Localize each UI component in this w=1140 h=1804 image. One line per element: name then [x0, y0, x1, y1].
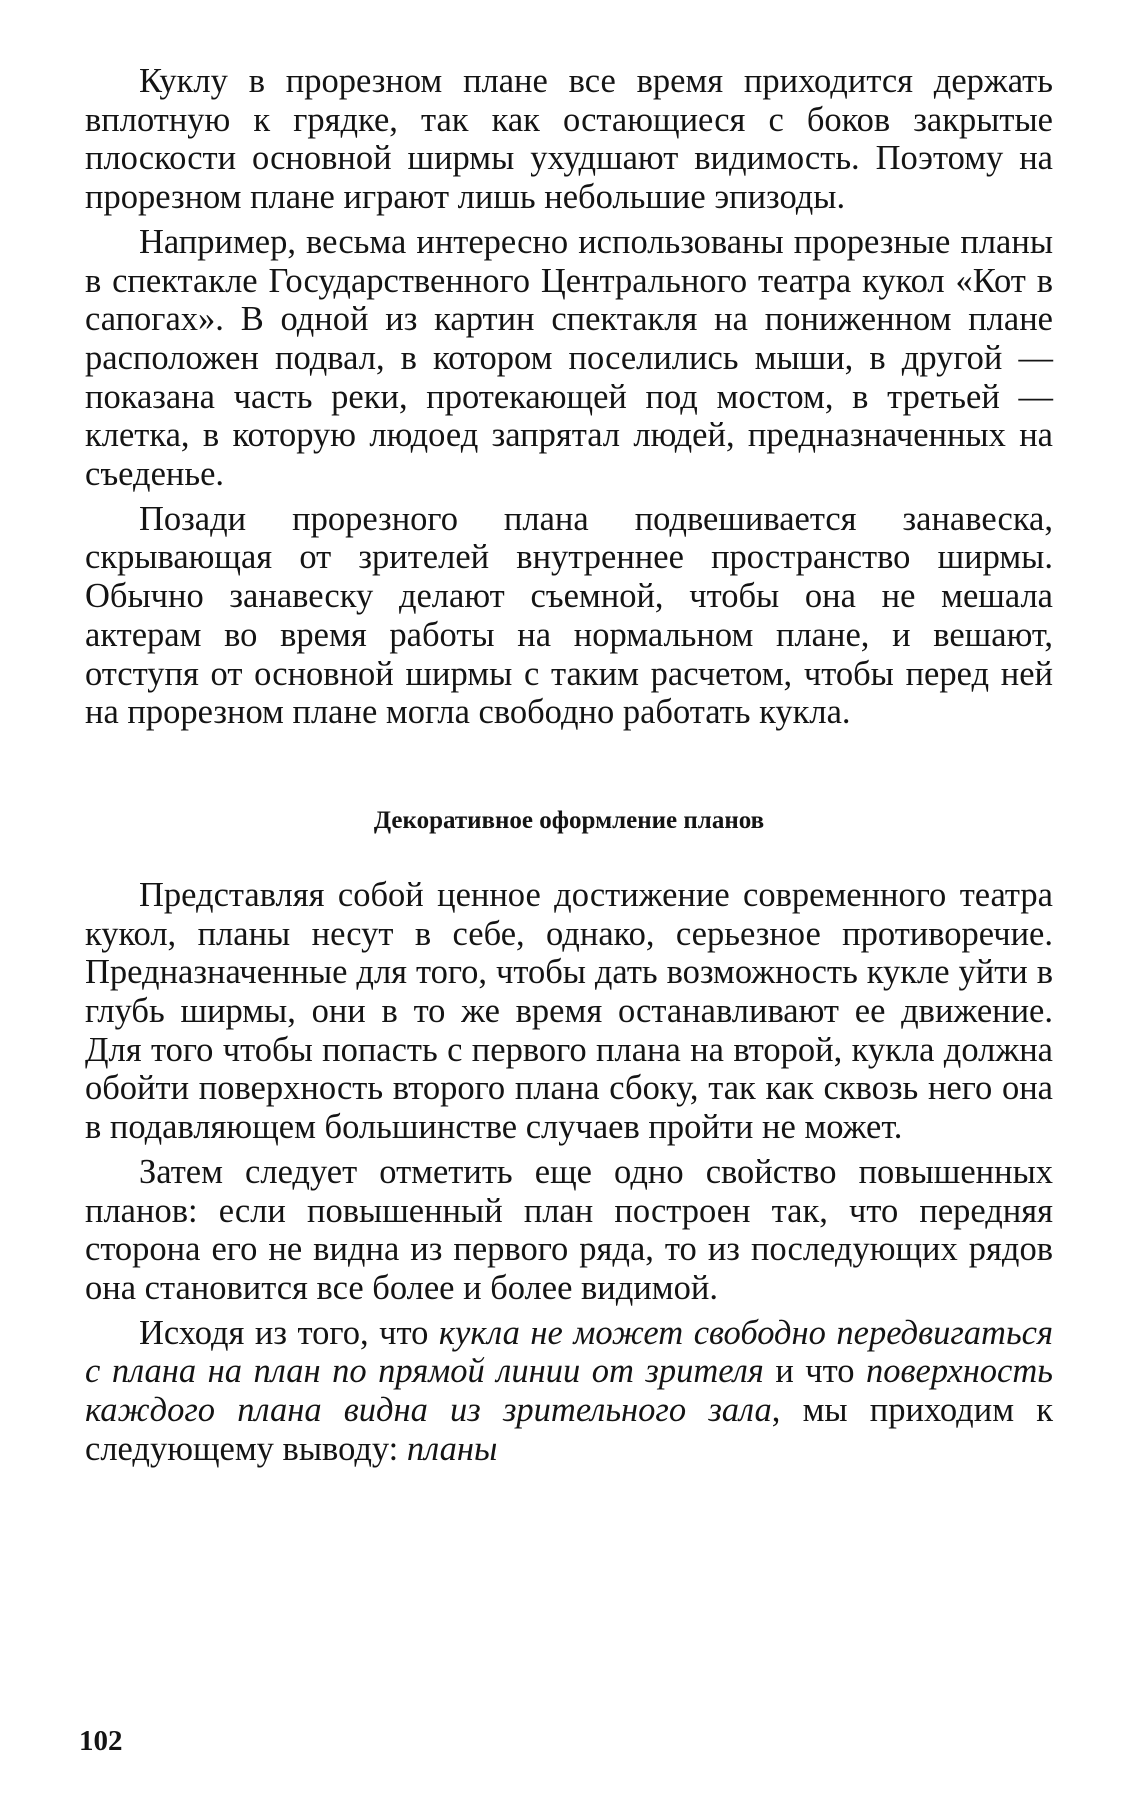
paragraph-6-italic-3: планы — [406, 1429, 498, 1468]
paragraph-6-text-1: Исходя из того, что — [139, 1313, 439, 1352]
paragraph-6-text-2: и что — [763, 1352, 867, 1391]
paragraph-6-italic-1: кукла не может свободно передвигаться с плана на план по прямой линии от зрителя — [85, 1313, 1053, 1391]
paragraph-5: Затем следует отметить еще одно свойство повышенных планов: если повышенный план построен так, что передняя сторона его не видна из первого ряда, то из последующих рядов она становится все более и более видимой. — [85, 1152, 1053, 1307]
paragraph-6-italic-2: поверхность каждого плана видна из зрительного зала — [85, 1352, 1053, 1430]
page-body — [85, 62, 1053, 1475]
paragraph-3: Позади прорезного плана подвешивается занавеска, скрывающая от зрителей внутреннее пространство ширмы. Обычно занавеску делают съемной, чтобы она не мешала актерам во время работы на нормальном плане, и вешают, отступя от основной ширмы с таким расчетом, чтобы перед ней на прорезном плане могла свободно работать кукла. — [85, 499, 1053, 732]
paragraph-4: Представляя собой ценное достижение современного театра кукол, планы несут в себе, однако, серьезное противоречие. Предназначенные для того, чтобы дать возможность кукле уйти в глубь ширмы, они в то же время останавливают ее движение. Для того чтобы попасть с первого плана на второй, кукла должна обойти поверхность второго плана сбоку, так как сквозь него она в подавляющем большинстве случаев пройти не может. — [85, 875, 1053, 1147]
paragraph-1: Куклу в прорезном плане все время приходится держать вплотную к грядке, так как остающиеся с боков закрытые плоскости основной ширмы ухудшают видимость. Поэтому на прорезном плане играют лишь небольшие эпизоды. — [85, 62, 1053, 217]
section-heading: Декоративное оформление планов — [373, 806, 765, 834]
paragraph-2: Например, весьма интересно использованы прорезные планы в спектакле Государственного Центрального театра кукол «Кот в сапогах». В одной из картин спектакля на пониженном плане расположен подвал, в котором поселились мыши, в другой — показана часть реки, протекающей под мостом, в третьей — клетка, в которую людоед запрятал людей, предназначенных на съеденье. — [85, 222, 1053, 494]
page-number: 102 — [79, 1725, 123, 1757]
paragraph-6-text-3: , мы приходим к следующему выводу: — [85, 1391, 1053, 1468]
paragraph-6 — [85, 1314, 1053, 1469]
